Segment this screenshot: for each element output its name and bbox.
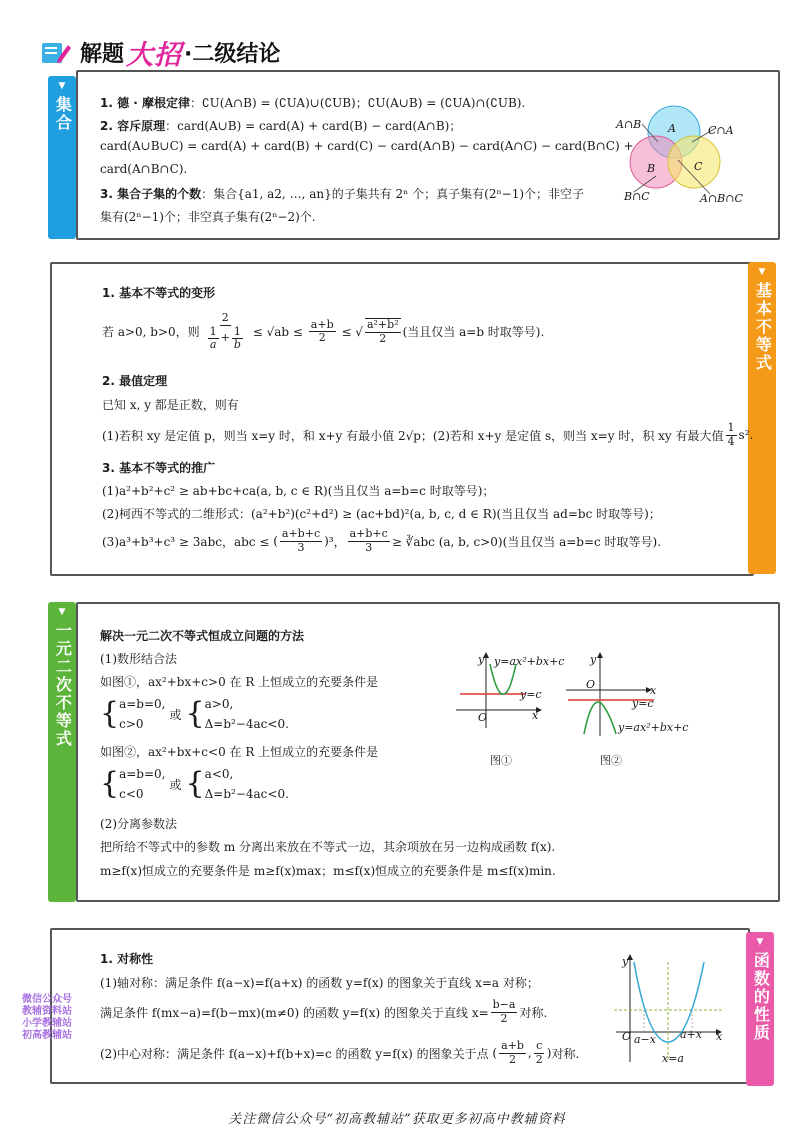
func-line-2: 满足条件 f(mx−a)=f(b−mx)(m≠0) 的函数 y=f(x) 的图象关于直线 x= $\frac{b-a}{2}$ 对称. <box>100 998 548 1025</box>
func-line-3: (2)中心对称：满足条件 f(a−x)+f(b+x)=c 的函数 y=f(x) 的图象关于点 ( $\frac{a+b}{2}$ , $\frac{c}{2}$ ) 对称. <box>100 1039 580 1066</box>
footer-note: 关注微信公众号“初高教辅站”获取更多初高中教辅资料 <box>228 1112 566 1127</box>
fig2-yc-label: y=c <box>632 697 654 710</box>
sets-line-5: 3. 集合子集的个数：集合{a1, a2, …, an}的子集共有 2ⁿ 个；真子集有(2ⁿ−1)个；非空子 <box>100 187 585 201</box>
sets-line-4: card(A∩B∩C). <box>100 162 188 176</box>
ineq-line-2: 已知 x, y 都是正数，则有 <box>102 398 239 412</box>
sym-ax2-label: a+x <box>680 1028 702 1041</box>
ineq-line-5: (2)柯西不等式的二维形式：(a²+b²)(c²+d²) ≥ (ac+bd)²(a, b, c, d ∈ R)(当且仅当 ad=bc 时取等号)； <box>102 507 661 521</box>
sym-xa-label: x=a <box>662 1052 684 1065</box>
sym-x-label: x <box>716 1030 723 1043</box>
ineq-heading-3: 3. 基本不等式的推广 <box>102 461 216 475</box>
sets-line-3: card(A∪B∪C) = card(A) + card(B) + card(C) − card(A∩B) − card(A∩C) − card(B∩C) + <box>100 139 634 153</box>
quad-para-2: 如图②，ax²+bx+c<0 在 R 上恒成立的充要条件是 <box>100 745 379 759</box>
triangle-down-icon: ▼ <box>58 81 66 91</box>
fig1-yc-label: y=c <box>520 688 542 701</box>
tab-function: ▼ 函数的性质 <box>746 932 774 1086</box>
ineq-heading-2: 2. 最值定理 <box>102 374 168 388</box>
func-line-1: (1)轴对称：满足条件 f(a−x)=f(a+x) 的函数 y=f(x) 的图象关于直线 x=a 对称； <box>100 976 539 990</box>
func-heading: 1. 对称性 <box>100 952 154 966</box>
venn-label-a: A <box>668 122 676 135</box>
fig1-y-label: y <box>478 653 485 666</box>
fig2-y-label: y <box>590 653 597 666</box>
title-prefix: 解题 <box>80 41 125 67</box>
ineq-heading-1: 1. 基本不等式的变形 <box>102 286 216 300</box>
venn-label-ca: C∩A <box>708 124 734 137</box>
quad-cond-2: { a=b=0, c<0 或 { a<0, Δ=b²−4ac<0. <box>100 766 289 801</box>
ineq-line-1: 若 a>0, b>0，则 2 $\frac{1}{a}$ + $\frac{1}{b}$ ≤ √ab ≤ $\frac{a+b}{2}$ ≤ √ $\frac{\text{a²+b²}}{2}$ (当且仅当 a=b 时取等号). <box>102 311 545 352</box>
triangle-down-icon: ▼ <box>758 267 766 277</box>
venn-label-bc: B∩C <box>624 190 650 203</box>
fig2-eq-label: y=ax²+bx+c <box>618 721 689 734</box>
title-highlight: 大招 <box>126 39 183 71</box>
ineq-line-6: (3)a³+b³+c³ ≥ 3abc，abc ≤ ( $\frac{a+b+c}{3}$ ) ³， $\frac{a+b+c}{3}$ ≥ ∛abc (a, b, c>0)(当且仅当 a=b=c 时取等号). <box>102 527 662 554</box>
title-suffix: ·二级结论 <box>184 41 281 67</box>
tab-sets: ▼ 集合 <box>48 76 76 239</box>
venn-label-c: C <box>694 160 703 173</box>
fig1-eq-label: y=ax²+bx+c <box>494 655 565 668</box>
sym-ax1-label: a−x <box>634 1033 656 1046</box>
watermark: 微信公众号 教辅资料站 小学教辅站 初高教辅站 <box>22 994 72 1041</box>
fig2-caption: 图② <box>600 754 622 767</box>
page-header <box>40 36 281 71</box>
fig2-x-label: x <box>650 684 657 697</box>
sym-y-label: y <box>622 955 629 968</box>
sets-line-2: 2. 容斥原理：card(A∪B) = card(A) + card(B) − card(A∩B)； <box>100 119 462 133</box>
pencil-book-icon <box>40 37 72 67</box>
sets-line-1: 1. 德 · 摩根定律：∁U(A∩B) = (∁UA)∪(∁UB)；∁U(A∪B) = (∁UA)∩(∁UB). <box>100 96 526 110</box>
venn-label-ab: A∩B <box>616 118 642 131</box>
quad-para-4: m≥f(x)恒成立的充要条件是 m≥f(x)max；m≤f(x)恒成立的充要条件是 m≤f(x)min. <box>100 864 556 878</box>
triangle-down-icon: ▼ <box>756 937 764 947</box>
ineq-line-3: (1)若积 xy 是定值 p，则当 x=y 时，和 x+y 有最小值 2√p；(2)若和 x+y 是定值 s，则当 x=y 时，积 xy 有最大值 $\frac{1}{4}$ s². <box>102 421 754 448</box>
venn-label-b: B <box>647 162 656 175</box>
quad-para-1: 如图①，ax²+bx+c>0 在 R 上恒成立的充要条件是 <box>100 675 379 689</box>
sets-line-6: 集有(2ⁿ−1)个；非空真子集有(2ⁿ−2)个. <box>100 210 316 224</box>
quad-method-2: (2)分离参数法 <box>100 817 177 831</box>
fig1-origin-label: O <box>478 711 488 724</box>
quad-para-3: 把所给不等式中的参数 m 分离出来放在不等式一边，其余项放在另一边构成函数 f(x). <box>100 840 556 854</box>
fig1-x-label: x <box>532 709 539 722</box>
quad-cond-1: { a=b=0, c>0 或 { a>0, Δ=b²−4ac<0. <box>100 696 289 731</box>
tab-inequality: ▼ 基本不等式 <box>748 262 776 574</box>
quad-method-1: (1)数形结合法 <box>100 652 177 666</box>
tab-quadratic: ▼ 一元二次不等式 <box>48 602 76 902</box>
quad-heading: 解决一元二次不等式恒成立问题的方法 <box>100 629 305 643</box>
symmetry-graph <box>612 952 728 1064</box>
fig2-origin-label: O <box>586 678 596 691</box>
ineq-line-4: (1)a²+b²+c² ≥ ab+bc+ca(a, b, c ∈ R)(当且仅当 a=b=c 时取等号)； <box>102 484 495 498</box>
venn-label-abc: A∩B∩C <box>700 192 743 205</box>
triangle-down-icon: ▼ <box>58 607 66 617</box>
fig1-caption: 图① <box>490 754 512 767</box>
sym-origin-label: O <box>622 1030 632 1043</box>
